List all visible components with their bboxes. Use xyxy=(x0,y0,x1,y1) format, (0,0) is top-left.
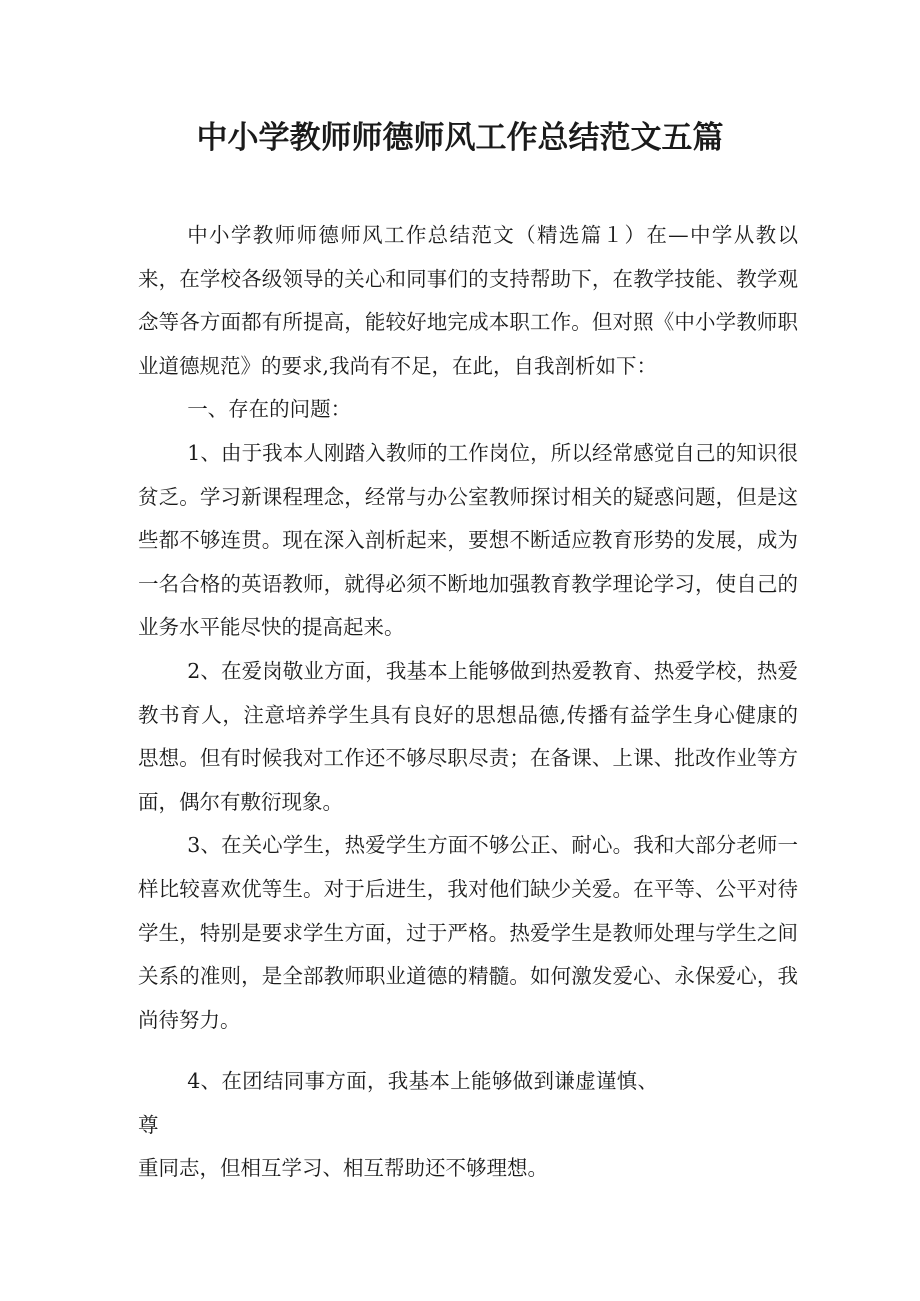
paragraph-item-3: 3、在关心学生，热爱学生方面不够公正、耐心。我和大部分老师一样比较喜欢优等生。对于后进生，我对他们缺少关爱。在平等、公平对待学生，特别是要求学生方面，过于严格。热爱学生是教师处理与学生之间关系的准则，是全部教师职业道德的精髓。如何激发爱心、永保爱心，我尚待努力。 xyxy=(138,833,798,1032)
document-body xyxy=(138,214,798,1191)
paragraph-item-2: 2、在爱岗敬业方面，我基本上能够做到热爱教育、热爱学校，热爱教书育人，注意培养学生具有良好的思想品德,传播有益学生身心健康的思想。但有时候我对工作还不够尽职尽责；在备课、上课、批改作业等方面，偶尔有敷衍现象。 xyxy=(138,658,798,814)
paragraph-item-4-line-1: 4、在团结同事方面，我基本上能够做到谦虚谨慎、尊 xyxy=(138,1069,658,1137)
paragraph-item-4 xyxy=(138,1060,798,1191)
section-heading-problems: 一、存在的问题： xyxy=(187,397,352,422)
document-title: 中小学教师师德师风工作总结范文五篇 xyxy=(196,120,724,156)
paragraph-item-4-line-2: 重同志，但相互学习、相互帮助还不够理想。 xyxy=(138,1156,548,1181)
paragraph-item-1: 1、由于我本人刚踏入教师的工作岗位，所以经常感觉自己的知识很贫乏。学习新课程理念，经常与办公室教师探讨相关的疑惑问题，但是这些都不够连贯。现在深入剖析起来，要想不断适应教育形势的发展，成为一名合格的英语教师，就得必须不断地加强教育教学理论学习，使自己的业务水平能尽快的提高起来。 xyxy=(138,440,798,640)
paragraph-intro: 中小学教师师德师风工作总结范文（精选篇１）在—中学从教以来，在学校各级领导的关心和同事们的支持帮助下，在教学技能、教学观念等各方面都有所提高，能较好地完成本职工作。但对照《中小学教师职业道德规范》的要求,我尚有不足，在此，自我剖析如下： xyxy=(138,223,798,378)
